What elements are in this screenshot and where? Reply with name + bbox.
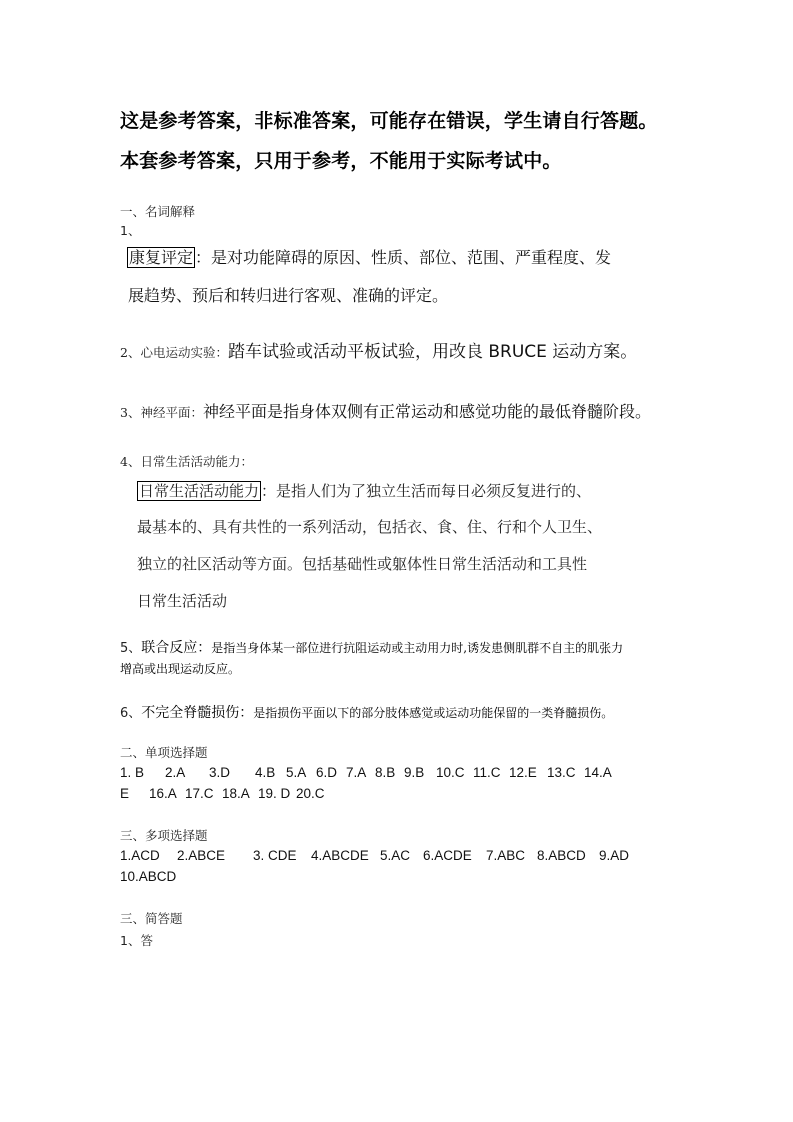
section-heading-single-choice: 二、单项选择题 (120, 745, 208, 760)
definition-1-line-2: 展趋势、预后和转归进行客观、准确的评定。 (128, 286, 449, 305)
single-choice-row-2: E 16.A 17.C 18.A 19. D 20.C (120, 786, 325, 801)
definition-4-line-1: 日常生活活动能力 ：是指人们为了独立生活而每日必须反复进行的、 (139, 482, 592, 500)
term-rehab-assessment: 康复评定 (129, 248, 194, 267)
disclaimer-line-2: 本套参考答案，只用于参考，不能用于实际考试中。 (120, 150, 562, 172)
definition-3: 3、神经平面：神经平面是指身体双侧有正常运动和感觉功能的最低脊髓阶段。 (120, 402, 651, 421)
section-heading-short-answer: 三、简答题 (120, 911, 183, 926)
definition-5-line-1: 5、联合反应：是指当身体某一部位进行抗阻运动或主动用力时,诱发患侧肌群不自主的肌张力 (120, 640, 624, 656)
multiple-choice-row-1: 1.ACD 2.ABCE 3. CDE 4.ABCDE 5.AC 6.ACDE 7.ABC 8.ABCD 9.AD (120, 848, 630, 863)
definition-5-line-2: 增高或出现运动反应。 (120, 662, 241, 676)
single-choice-row-1: 1. B 2.A 3.D 4.B 5.A 6.D 7.A 8.B 9.B 10.C 11.C 12.E 13.C 14.A (120, 765, 612, 780)
definition-4-line-2: 最基本的、具有共性的一系列活动，包括衣、食、住、行和个人卫生、 (137, 518, 603, 536)
definition-4-title: 4、日常生活活动能力： (120, 454, 253, 469)
definition-6: 6、不完全脊髓损伤：是指损伤平面以下的部分肢体感觉或运动功能保留的一类脊髓损伤。 (120, 705, 614, 721)
section-heading-multiple-choice: 三、多项选择题 (120, 828, 208, 843)
definition-2: 2、心电运动实验：踏车试验或活动平板试验，用改良 BRUCE 运动方案。 (120, 342, 638, 362)
multiple-choice-row-2: 10.ABCD (120, 869, 177, 884)
disclaimer-line-1: 这是参考答案，非标准答案，可能存在错误，学生请自行答题。 (120, 110, 658, 132)
definition-1-line-1: 康复评定 ：是对功能障碍的原因、性质、部位、范围、严重程度、发 (129, 248, 612, 267)
definition-4-line-3: 独立的社区活动等方面。包括基础性或躯体性日常生活活动和工具性 (137, 555, 588, 573)
item-number: 1、 (120, 223, 141, 238)
term-adl: 日常生活活动能力 (139, 482, 260, 500)
section-heading-terms: 一、名词解释 (120, 204, 196, 219)
definition-4-line-4: 日常生活活动 (137, 592, 228, 610)
short-answer-item-1: 1、答 (120, 933, 153, 948)
